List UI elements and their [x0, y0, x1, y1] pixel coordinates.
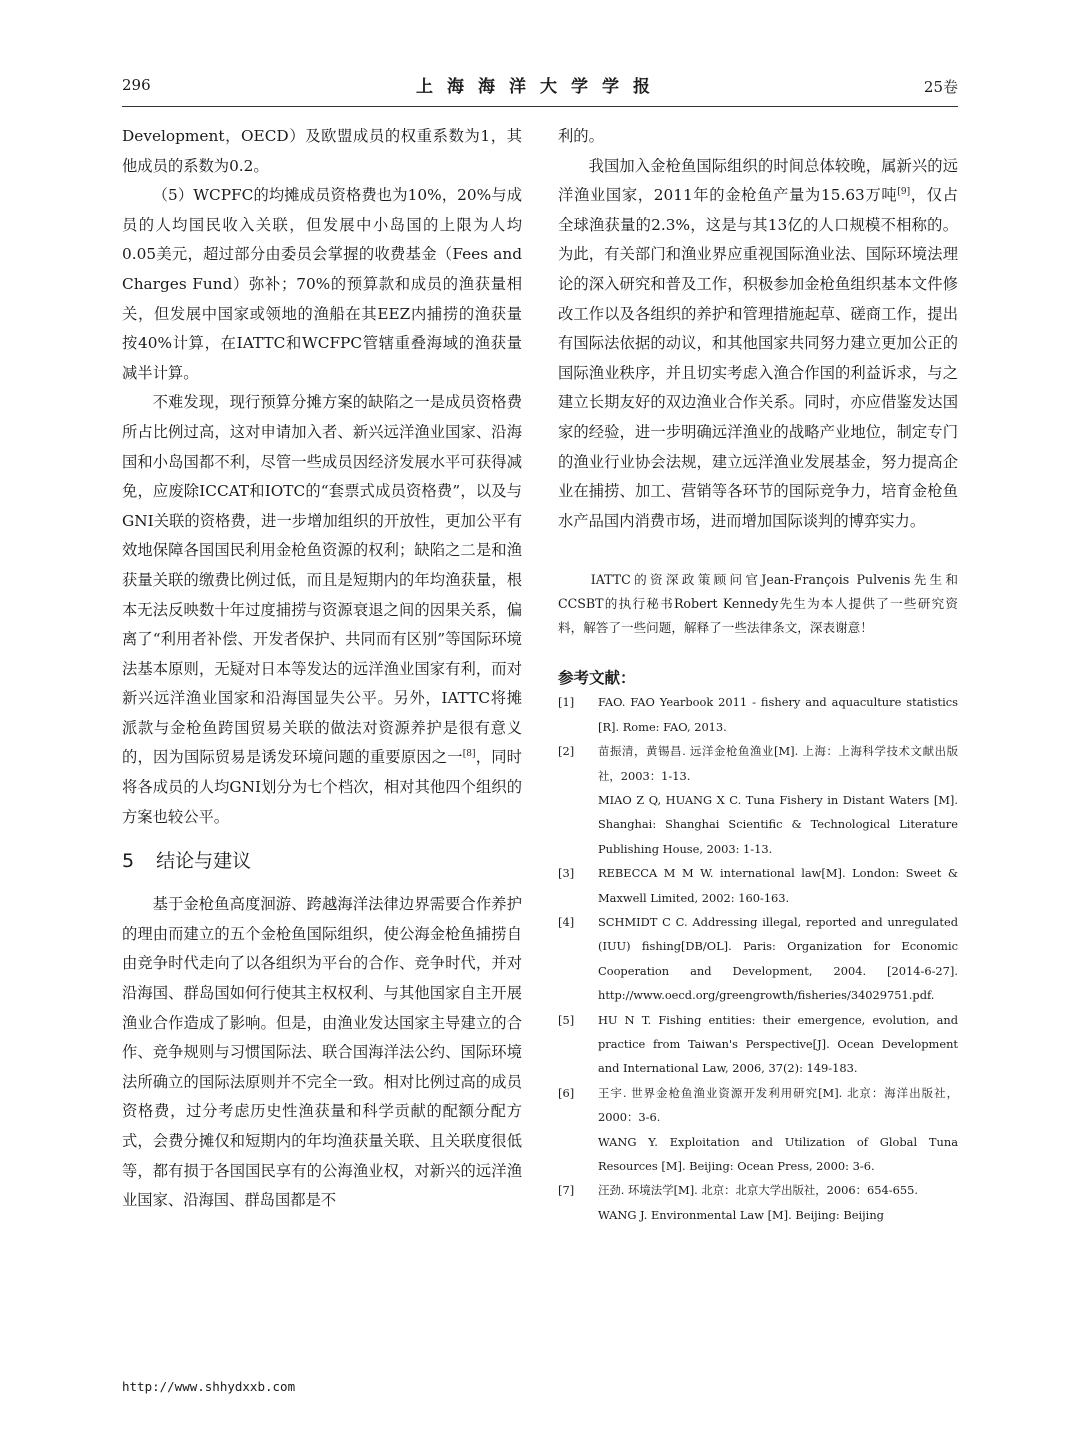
reference-item	[558, 1008, 958, 1081]
reference-list	[558, 690, 958, 1227]
reference-item	[558, 1081, 958, 1179]
reference-text: WANG Y. Exploitation and Utilization of Global Tuna Resources [M]. Beijing: Ocean Press, 2000: 3-6.	[598, 1134, 958, 1174]
volume-label: 25卷	[923, 78, 958, 96]
paragraph-text: 不难发现，现行预算分摊方案的缺陷之一是成员资格费所占比例过高，这对申请加入者、新兴远洋渔业国家、沿海国和小岛国都不利，尽管一些成员因经济发展水平可获得减免，应废除ICCAT和IOTC的“套票式成员资格费”，以及与GNI关联的资格费，进一步增加组织的开放性，更加公平有效地保障各国国民利用金枪鱼资源的权利；缺陷之二是和渔获量关联的缴费比例过低，而且是短期内的年均渔获量，根本无法反映数十年过度捕捞与资源衰退之间的因果关系，偏离了“利用者补偿、开发者保护、共同而有区别”等国际环境法基本原则，无疑对日本等发达的远洋渔业国家有利，而对新兴远洋渔业国家和沿海国显失公平。另外，IATTC将摊派款与金枪鱼跨国贸易关联的做法对资源养护是很有意义的，因为国际贸易是诱发环境问题的重要原因之一	[122, 393, 522, 767]
reference-number: [3]	[558, 866, 575, 881]
page-number: 296	[122, 76, 151, 94]
reference-item	[558, 1178, 958, 1227]
header-rule	[122, 106, 958, 107]
acknowledgement: IATTC的资深政策顾问官Jean-François Pulvenis先生和CCSBT的执行秘书Robert Kennedy先生为本人提供了一些研究资料，解答了一些问题，解释了一些法律条文，深表谢意！	[558, 572, 958, 636]
paragraph-text: ，同时将各成员的人均GNI划分为七个档次，相对其他四个组织的方案也较公平。	[122, 748, 522, 826]
reference-number: [6]	[558, 1085, 575, 1100]
reference-number: [4]	[558, 914, 575, 929]
reference-item	[558, 910, 958, 1008]
reference-text: MIAO Z Q, HUANG X C. Tuna Fishery in Distant Waters [M]. Shanghai: Shanghai Scientific & Technological Literature Publishing House, 2003: 1-13.	[598, 792, 958, 856]
left-column	[122, 122, 522, 1216]
citation[interactable]: [9]	[897, 187, 911, 198]
section-heading	[122, 846, 522, 876]
paragraph-text: ，仅占全球渔获量的2.3%，这是与其13亿的人口规模不相称的。为此，有关部门和渔业界应重视国际渔业法、国际环境法理论的深入研究和普及工作，积极参加金枪鱼组织基本文件修改工作以及各组织的养护和管理措施起草、磋商工作，提出有国际法依据的动议，和其他国家共同努力建立更加公正的国际渔业秩序，并且切实考虑入渔合作国的利益诉求，与之建立长期友好的双边渔业合作关系。同时，亦应借鉴发达国家的经验，进一步明确远洋渔业的战略产业地位，制定专门的渔业行业协会法规，建立远洋渔业发展基金，努力提高企业在捕捞、加工、营销等各环节的国际竞争力，培育金枪鱼水产品国内消费市场，进而增加国际谈判的博弈实力。	[558, 186, 958, 530]
footer-url[interactable]: http://www.shhydxxb.com	[122, 1379, 296, 1394]
reference-text: 汪劲. 环境法学[M]. 北京：北京大学出版社，2006：654-655.	[598, 1183, 919, 1198]
reference-text: HU N T. Fishing entities: their emergence, evolution, and practice from Taiwan's Perspective[J]. Ocean Development and International Law, 2006, 37(2): 149-183.	[598, 1012, 958, 1076]
reference-number: [2]	[558, 744, 575, 759]
reference-text: SCHMIDT C C. Addressing illegal, reported and unregulated (IUU) fishing[DB/OL]. Paris: Organization for Economic Cooperation and Development, 2004. [2014-6-27]. http://www.oecd.org/greengrowth/fisheries/34029751.pdf.	[598, 914, 958, 1003]
section-title: 结论与建议	[156, 850, 252, 873]
reference-number: [1]	[558, 695, 575, 710]
reference-number: [7]	[558, 1183, 575, 1198]
running-header	[122, 72, 958, 102]
reference-text: REBECCA M M W. international law[M]. London: Sweet & Maxwell Limited, 2002: 160-163.	[598, 866, 958, 905]
reference-text: 苗振清，黄锡昌. 远洋金枪鱼渔业[M]. 上海：上海科学技术文献出版社，2003：1-13.	[598, 744, 958, 783]
paragraph	[122, 388, 522, 832]
references-heading: 参考文献：	[558, 669, 636, 688]
paragraph	[558, 152, 958, 537]
reference-text: FAO. FAO Yearbook 2011 - fishery and aquaculture statistics [R]. Rome: FAO, 2013.	[598, 695, 958, 734]
paragraph: （5）WCPFC的均摊成员资格费也为10%，20%与成员的人均国民收入关联，但发展中小岛国的上限为人均0.05美元，超过部分由委员会掌握的收费基金（Fees and Charges Fund）弥补；70%的预算款和成员的渔获量相关，但发展中国家或领地的渔船在其EEZ内捕捞的渔获量按40%计算，在IATTC和WCFPC管辖重叠海域的渔获量减半计算。	[122, 186, 522, 382]
reference-item	[558, 690, 958, 739]
reference-number: [5]	[558, 1012, 575, 1027]
citation[interactable]: [8]	[462, 749, 476, 760]
reference-item	[558, 861, 958, 910]
paragraph: 利的。	[558, 127, 604, 145]
right-column	[558, 122, 958, 1227]
reference-text: WANG J. Environmental Law [M]. Beijing: Beijing	[598, 1207, 884, 1222]
journal-title: 上海海洋大学学报	[416, 77, 664, 97]
paragraph: 基于金枪鱼高度洄游、跨越海洋法律边界需要合作养护的理由而建立的五个金枪鱼国际组织，使公海金枪鱼捕捞自由竞争时代走向了以各组织为平台的合作、竞争时代，并对沿海国、群岛国如何行使其主权权利、与其他国家自主开展渔业合作造成了影响。但是，由渔业发达国家主导建立的合作、竞争规则与习惯国际法、联合国海洋法公约、国际环境法所确立的国际法原则并不完全一致。相对比例过高的成员资格费，过分考虑历史性渔获量和科学贡献的配额分配方式，会费分摊仅和短期内的年均渔获量关联、且关联度很低等，都有损于各国国民享有的公海渔业权，对新兴的远洋渔业国家、沿海国、群岛国都是不	[122, 895, 522, 1210]
paragraph-text: 我国加入金枪鱼国际组织的时间总体较晚，属新兴的远洋渔业国家，2011年的金枪鱼产量为15.63万吨	[558, 156, 958, 205]
paragraph: Development，OECD）及欧盟成员的权重系数为1，其他成员的系数为0.2。	[122, 127, 522, 175]
reference-item	[558, 739, 958, 861]
section-number: 5	[122, 850, 135, 873]
reference-text: 王宇. 世界金枪鱼渔业资源开发利用研究[M]. 北京：海洋出版社，2000：3-6.	[598, 1085, 958, 1125]
